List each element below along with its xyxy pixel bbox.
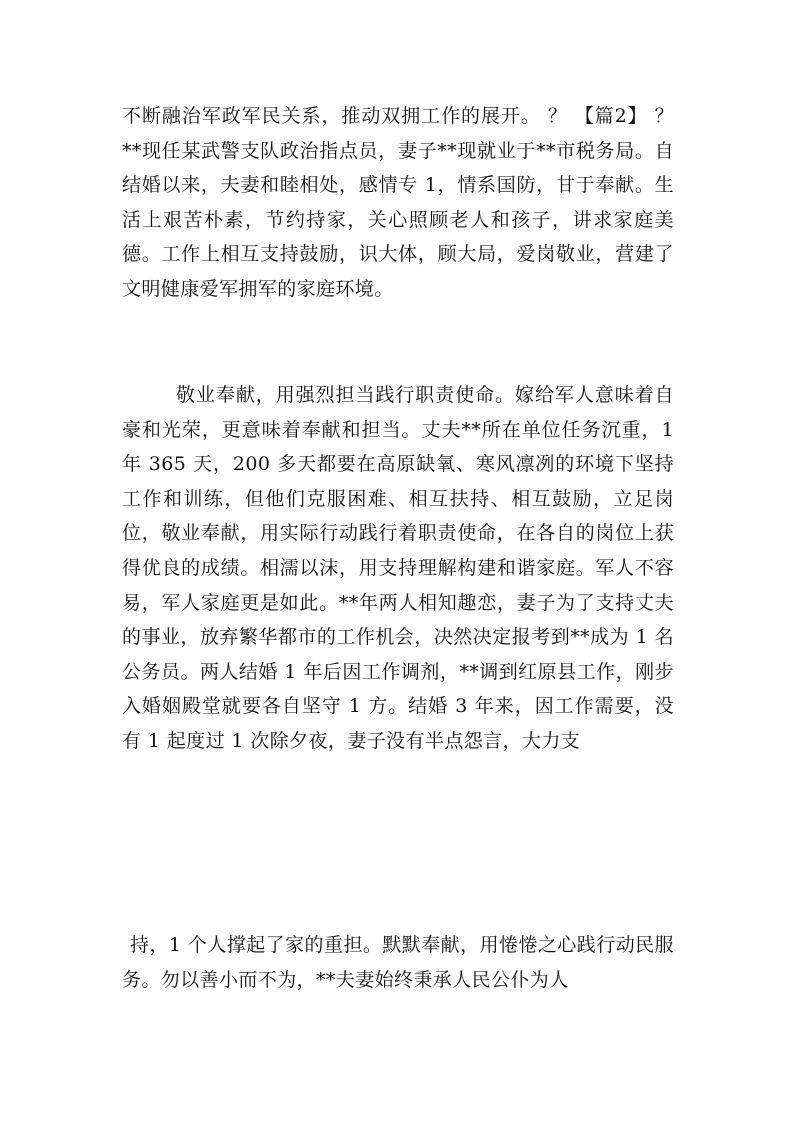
paragraph-intro: 不断融治军政军民关系，推动双拥工作的展开。 ？ 【篇2】 ？ **现任某武警支队政治指点员，妻子**现就业于**市税务局。自结婚以来，夫妻和睦相处，感情专 1，情系国防，甘于奉献。生活上艰苦朴素，节约持家，关心照顾老人和孩子，讲求家庭美德。工作上相互支持鼓励，识大体，顾大局，爱岗敬业，营建了文明健康爱军拥军的家庭环境。 bbox=[122, 105, 674, 300]
paragraph-continuation: 持，1 个人撑起了家的重担。默默奉献，用惓惓之心践行动民服务。勿以善小而不为，**夫妻始终秉承人民公仆为人 bbox=[122, 934, 674, 991]
paragraph-dedication: 敬业奉献，用强烈担当践行职责使命。嫁给军人意味着自豪和光荣，更意味着奉献和担当。丈夫**所在单位任务沉重，1 年 365 天，200 多天都要在高原缺氧、寒风凛冽的环境下坚持工作和训练，但他们克服困难、相互扶持、相互鼓励，立足岗位，敬业奉献，用实际行动践行着职责使命，在各自的岗位上获得优良的成绩。相濡以沫，用支持理解构建和谐家庭。军人不容易，军人家庭更是如此。**年两人相知趣恋，妻子为了支持丈夫的事业，放弃繁华都市的工作机会，决然决定报考到**成为 1 名公务员。两人结婚 1 年后因工作调剂，**调到红原县工作，刚步入婚姻殿堂就要各自坚守 1 方。结婚 3 年来，因工作需要，没有 1 起度过 1 次除夕夜，妻子没有半点怨言，大力支 bbox=[122, 384, 674, 752]
